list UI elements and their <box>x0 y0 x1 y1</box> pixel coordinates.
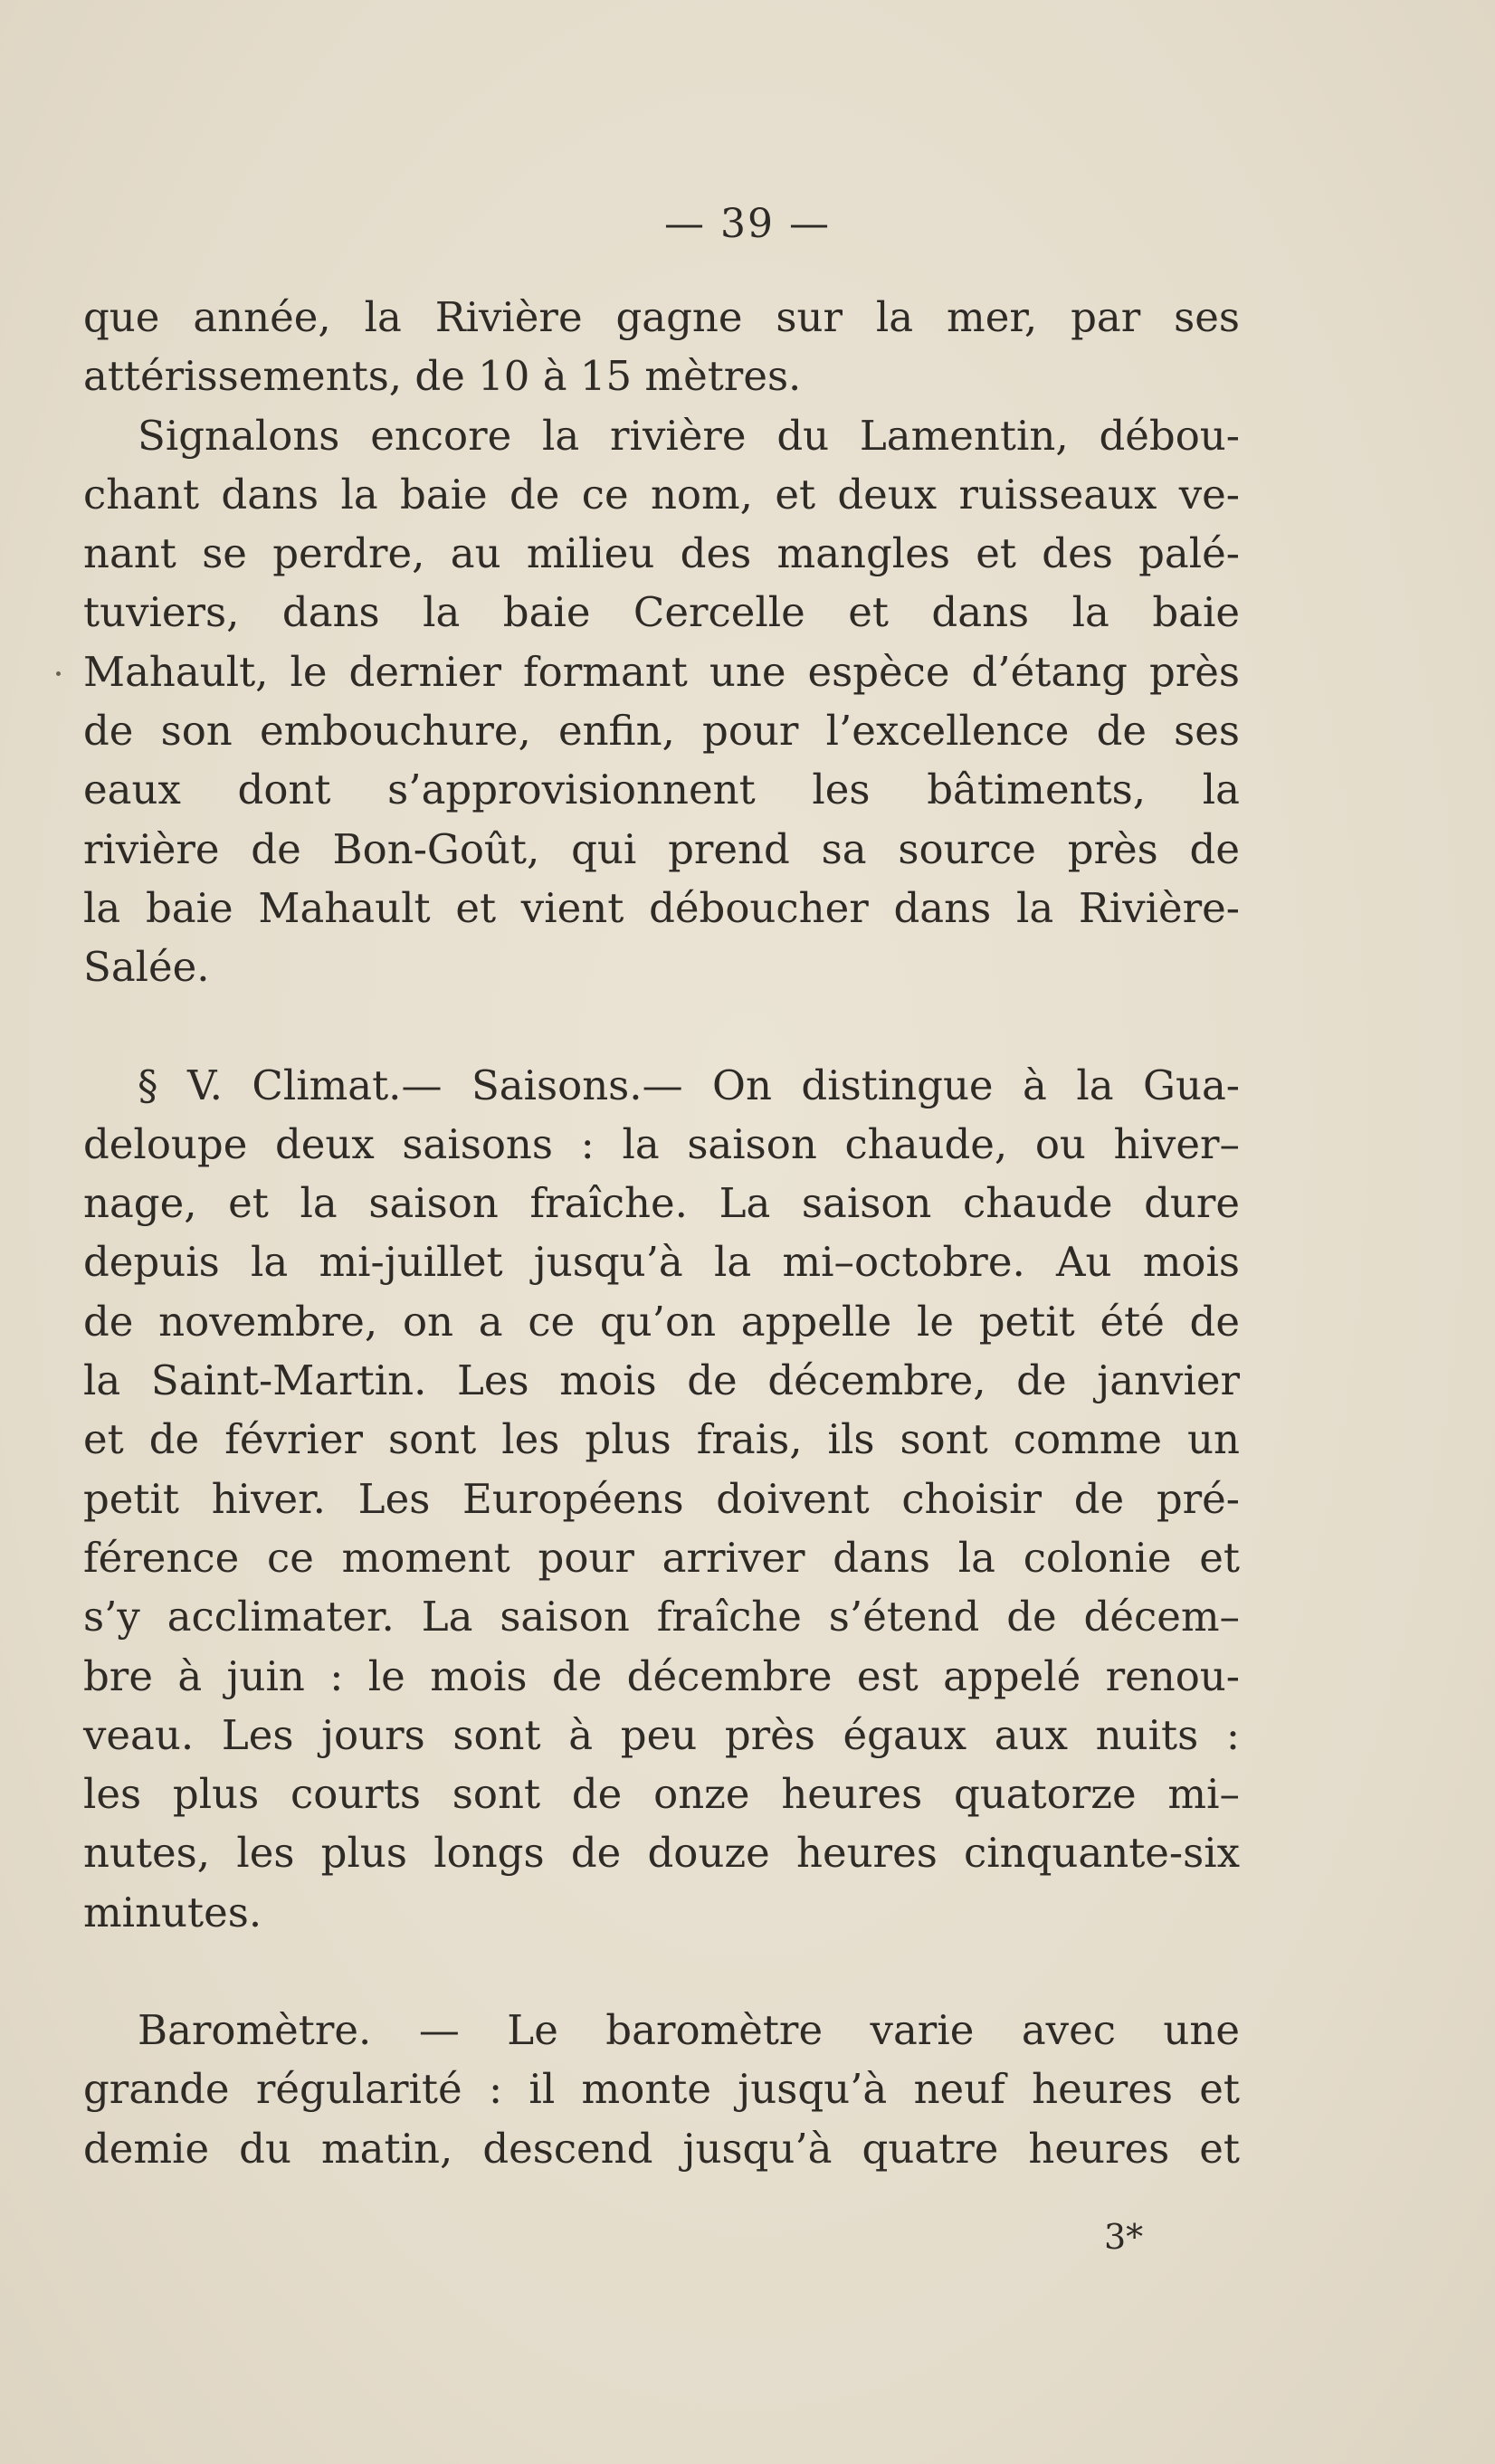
text-line: bre à juin : le mois de décembre est appelé renou- <box>83 1651 1240 1700</box>
text-line: depuis la mi-juillet jusqu’à la mi–octobre. Au mois <box>83 1238 1240 1287</box>
paragraph-gap <box>83 997 1240 1056</box>
text-line: férence ce moment pour arriver dans la colonie et <box>83 1533 1240 1582</box>
text-line: nage, et la saison fraîche. La saison chaude dure <box>83 1179 1240 1228</box>
text-line: tuviers, dans la baie Cercelle et dans la baie <box>83 588 1240 637</box>
text-line: la Saint-Martin. Les mois de décembre, de janvier <box>83 1356 1240 1405</box>
text-line: Salée. <box>83 943 210 992</box>
text-line: minutes. <box>83 1888 262 1936</box>
text-line: deloupe deux saisons : la saison chaude, ou hiver– <box>83 1119 1240 1168</box>
text-line: et de février sont les plus frais, ils sont comme un <box>83 1415 1240 1464</box>
text-line: s’y acclimater. La saison fraîche s’étend de décem– <box>83 1593 1240 1641</box>
text-line: § V. Climat.— Saisons.— On distingue à la Gua- <box>138 1061 1240 1109</box>
text-line: Signalons encore la rivière du Lamentin, débou- <box>138 411 1240 460</box>
text-line: petit hiver. Les Européens doivent choisir de pré- <box>83 1474 1240 1523</box>
text-line: veau. Les jours sont à peu près égaux aux nuits : <box>83 1710 1240 1759</box>
page-number: — 39 — <box>664 201 831 247</box>
signature-mark: 3* <box>1104 2217 1144 2257</box>
margin-speck <box>56 671 61 676</box>
text-line: rivière de Bon-Goût, qui prend sa source près de <box>83 824 1240 873</box>
text-line: de novembre, on a ce qu’on appelle le petit été de <box>83 1297 1240 1346</box>
text-line: la baie Mahault et vient déboucher dans la Rivière- <box>83 883 1240 932</box>
text-line: nant se perdre, au milieu des mangles et des palé- <box>83 529 1240 578</box>
text-line: nutes, les plus longs de douze heures cinquante-six <box>83 1829 1240 1878</box>
text-line: demie du matin, descend jusqu’à quatre heures et <box>83 2124 1240 2173</box>
paragraph-gap <box>83 1942 1240 2001</box>
page-body-text <box>83 288 1240 2178</box>
text-line: que année, la Rivière gagne sur la mer, par ses <box>83 293 1240 341</box>
text-line: grande régularité : il monte jusqu’à neuf heures et <box>83 2065 1240 2114</box>
text-line: Mahault, le dernier formant une espèce d’étang près <box>83 647 1240 696</box>
text-line: attérissements, de 10 à 15 mètres. <box>83 352 802 401</box>
text-line: les plus courts sont de onze heures quatorze mi– <box>83 1770 1240 1819</box>
text-line: de son embouchure, enfin, pour l’excellence de ses <box>83 707 1240 756</box>
text-line: Baromètre. — Le baromètre varie avec une <box>138 2006 1240 2055</box>
text-line: chant dans la baie de ce nom, et deux ruisseaux ve- <box>83 470 1240 518</box>
text-line: eaux dont s’approvisionnent les bâtiments, la <box>83 766 1240 814</box>
